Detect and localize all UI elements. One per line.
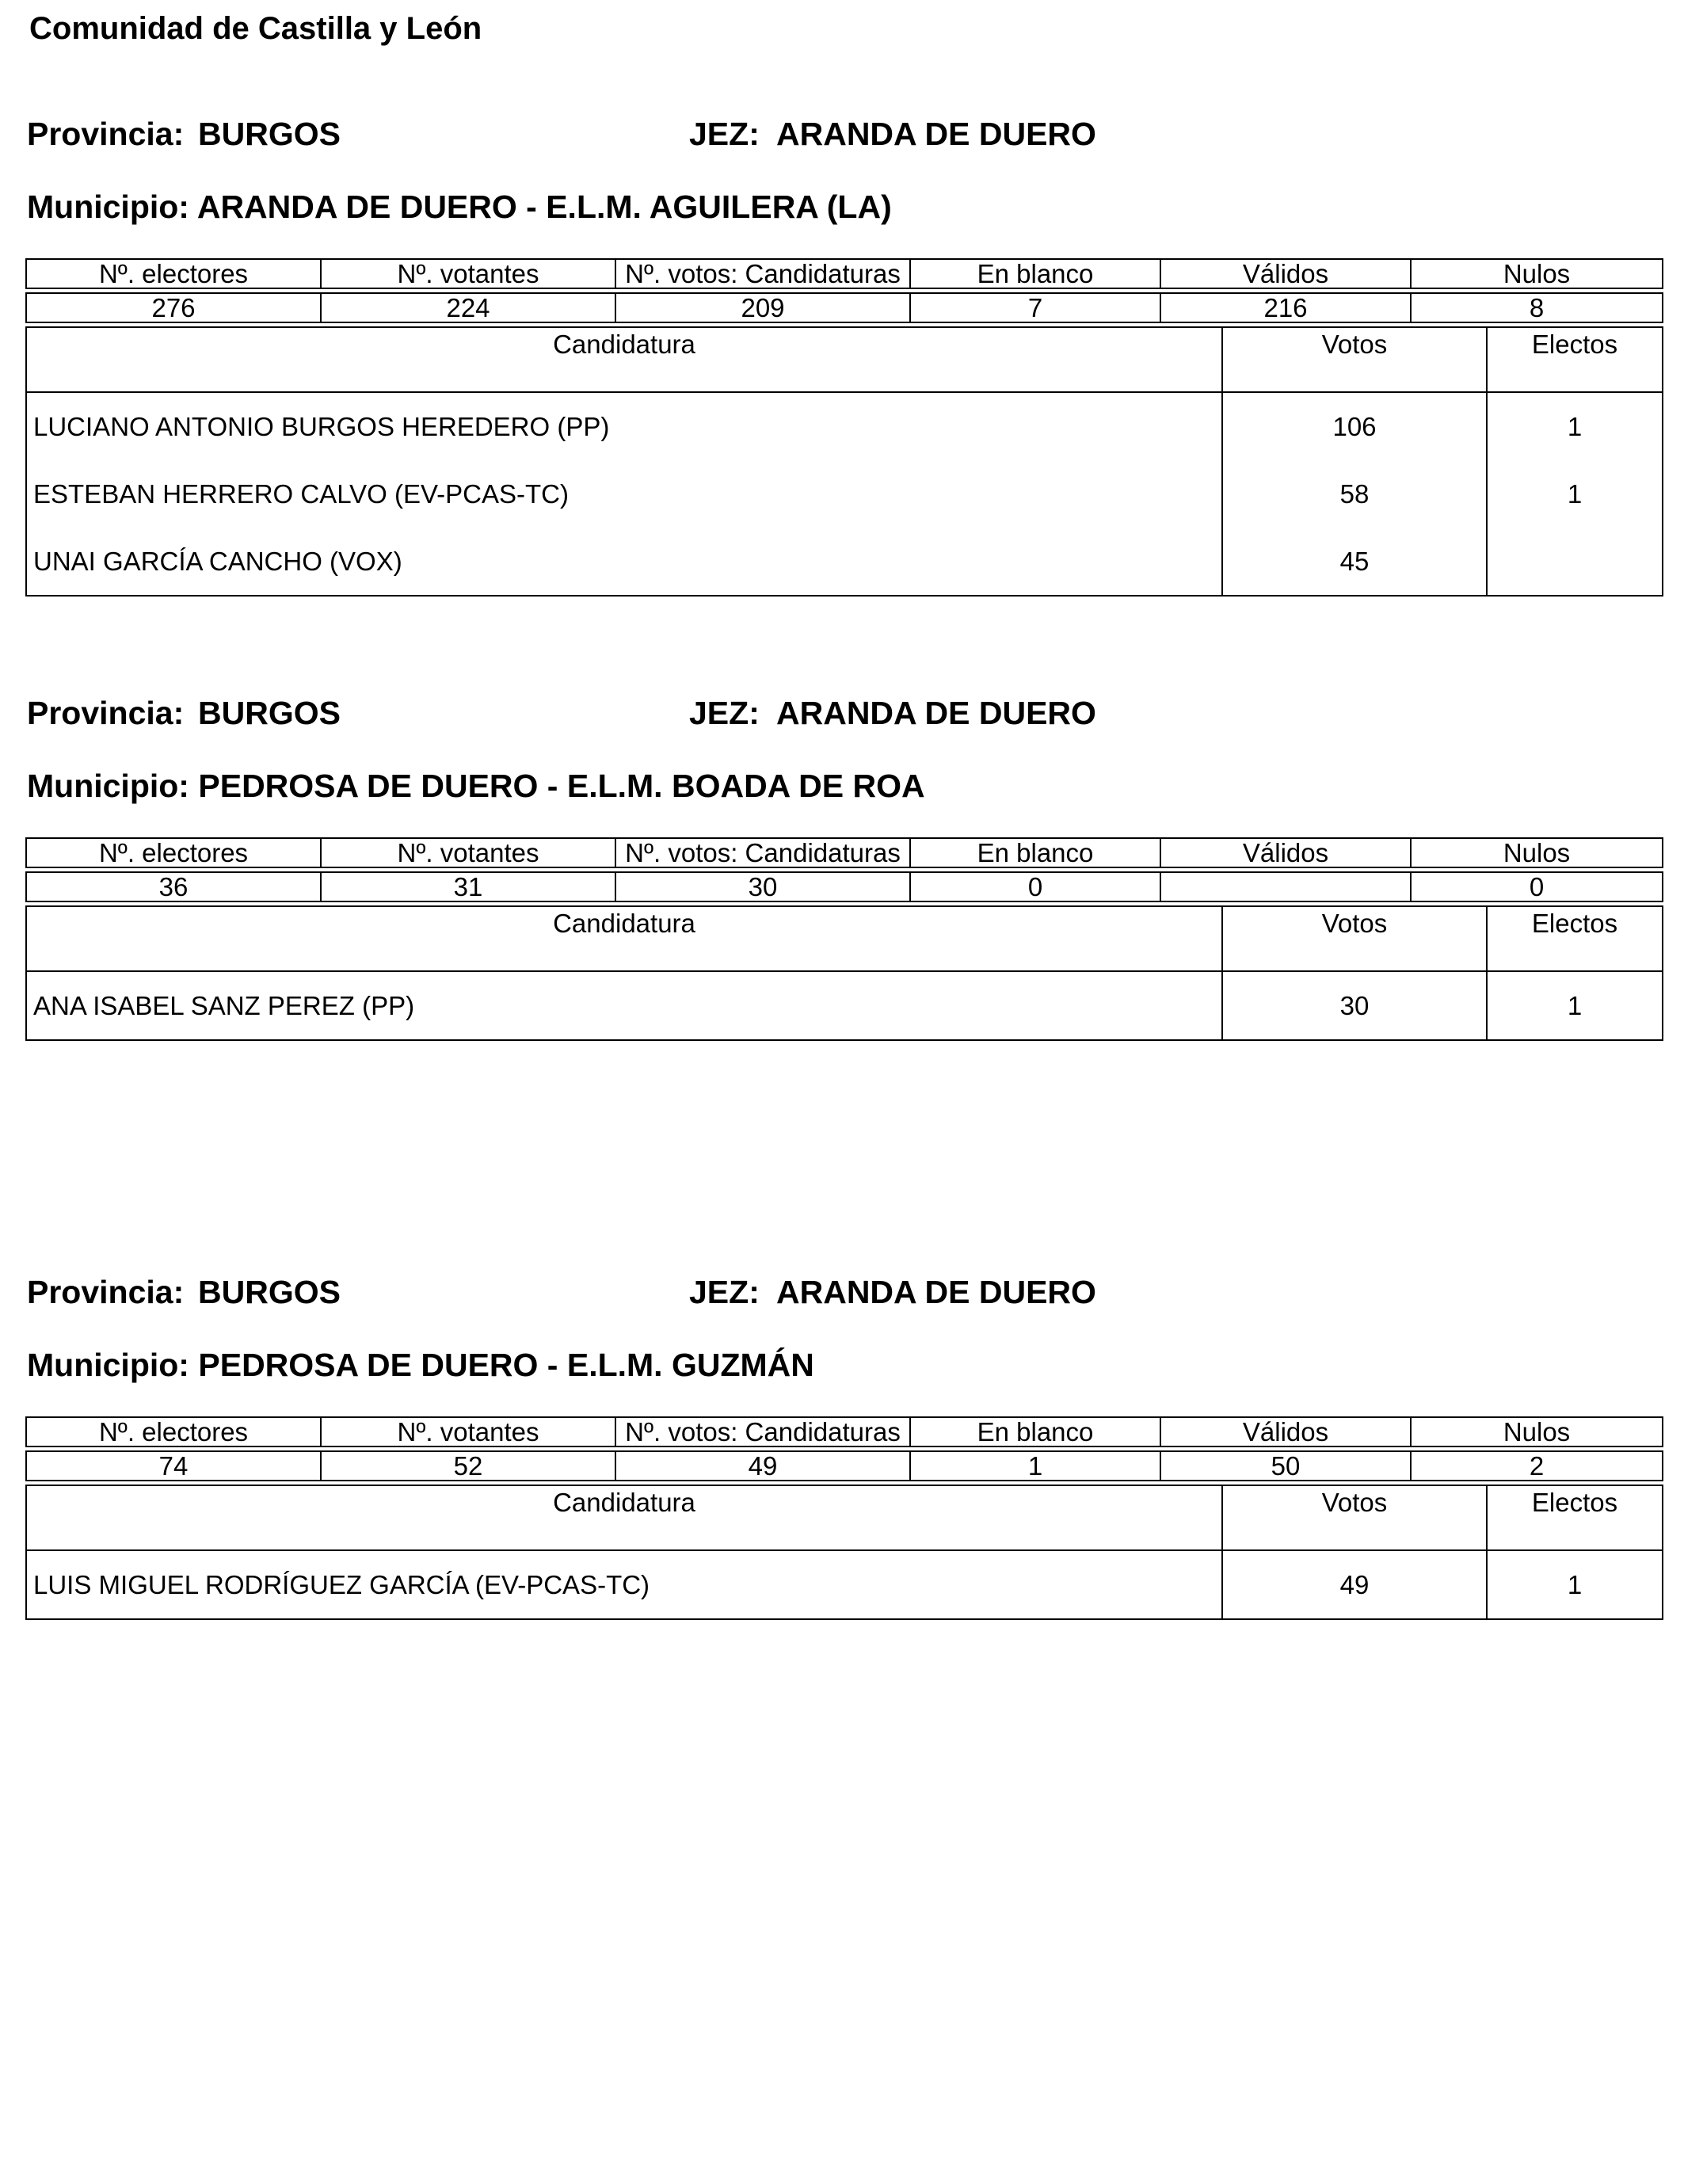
en-blanco-header: En blanco	[910, 259, 1160, 288]
candidate-votos: 45	[1222, 528, 1487, 596]
municipio-heading	[27, 189, 892, 226]
municipio-section	[25, 695, 1662, 1091]
candidates-header-row	[26, 327, 1663, 392]
municipio-heading	[27, 1347, 814, 1384]
validos-header: Válidos	[1160, 259, 1411, 288]
page-title: Comunidad de Castilla y León	[29, 11, 482, 46]
votos-candidaturas-value: 30	[615, 872, 910, 901]
candidate-row	[26, 528, 1663, 596]
provincia-value: BURGOS	[198, 1274, 341, 1310]
candidate-row	[26, 1550, 1663, 1619]
header-row	[25, 116, 1662, 163]
votos-candidaturas-header: Nº. votos: Candidaturas	[615, 1417, 910, 1446]
candidates-table	[25, 905, 1663, 1041]
votantes-value: 31	[321, 872, 615, 901]
jez-value: ARANDA DE DUERO	[776, 695, 1096, 731]
stats-table	[25, 1416, 1663, 1481]
nulos-header: Nulos	[1411, 1417, 1663, 1446]
nulos-header: Nulos	[1411, 838, 1663, 867]
jez-value: ARANDA DE DUERO	[776, 1274, 1096, 1310]
validos-header: Válidos	[1160, 838, 1411, 867]
candidate-row	[26, 392, 1663, 460]
votos-header: Votos	[1222, 906, 1487, 971]
electores-value: 36	[26, 872, 321, 901]
candidate-votos: 58	[1222, 460, 1487, 528]
municipio-value: ARANDA DE DUERO - E.L.M. AGUILERA (LA)	[196, 189, 892, 225]
stats-table	[25, 837, 1663, 902]
stats-value-row	[26, 1451, 1663, 1481]
provincia-label: Provincia:	[27, 695, 185, 731]
candidate-votos: 49	[1222, 1550, 1487, 1619]
nulos-value: 0	[1411, 872, 1663, 901]
municipio-label: Municipio:	[27, 768, 189, 804]
candidate-name: ANA ISABEL SANZ PEREZ (PP)	[26, 971, 1222, 1040]
votos-candidaturas-header: Nº. votos: Candidaturas	[615, 259, 910, 288]
stats-header-row	[26, 1417, 1663, 1446]
nulos-value: 8	[1411, 293, 1663, 322]
stats-value-row	[26, 872, 1663, 901]
votantes-value: 224	[321, 293, 615, 322]
en-blanco-header: En blanco	[910, 1417, 1160, 1446]
electos-header: Electos	[1487, 327, 1663, 392]
candidates-table	[25, 326, 1663, 597]
candidate-name: ESTEBAN HERRERO CALVO (EV-PCAS-TC)	[26, 460, 1222, 528]
provincia-value: BURGOS	[198, 695, 341, 731]
candidatura-header: Candidatura	[26, 906, 1222, 971]
candidate-row	[26, 971, 1663, 1040]
provincia-label: Provincia:	[27, 116, 185, 152]
municipio-value: PEDROSA DE DUERO - E.L.M. BOADA DE ROA	[198, 768, 925, 804]
municipio-heading	[27, 768, 925, 805]
electos-header: Electos	[1487, 906, 1663, 971]
candidate-electos	[1487, 528, 1663, 596]
candidate-name: UNAI GARCÍA CANCHO (VOX)	[26, 528, 1222, 596]
electores-header: Nº. electores	[26, 838, 321, 867]
candidates-header-row	[26, 906, 1663, 971]
municipio-label: Municipio:	[27, 189, 189, 225]
candidate-electos: 1	[1487, 971, 1663, 1040]
municipio-value: PEDROSA DE DUERO - E.L.M. GUZMÁN	[198, 1347, 814, 1383]
nulos-value: 2	[1411, 1451, 1663, 1481]
nulos-header: Nulos	[1411, 259, 1663, 288]
candidate-name: LUCIANO ANTONIO BURGOS HEREDERO (PP)	[26, 392, 1222, 460]
votantes-header: Nº. votantes	[321, 838, 615, 867]
candidates-table	[25, 1485, 1663, 1620]
electores-value: 276	[26, 293, 321, 322]
candidate-electos: 1	[1487, 460, 1663, 528]
stats-header-row	[26, 259, 1663, 288]
validos-value	[1160, 872, 1411, 901]
votantes-value: 52	[321, 1451, 615, 1481]
jez-label: JEZ:	[689, 695, 760, 731]
votos-header: Votos	[1222, 327, 1487, 392]
municipio-label: Municipio:	[27, 1347, 189, 1383]
jez-label: JEZ:	[689, 1274, 760, 1310]
jez-value: ARANDA DE DUERO	[776, 116, 1096, 152]
candidate-row	[26, 460, 1663, 528]
candidate-electos: 1	[1487, 1550, 1663, 1619]
candidate-votos: 106	[1222, 392, 1487, 460]
candidates-header-row	[26, 1485, 1663, 1550]
candidate-votos: 30	[1222, 971, 1487, 1040]
header-row	[25, 695, 1662, 742]
candidatura-header: Candidatura	[26, 327, 1222, 392]
provincia-value: BURGOS	[198, 116, 341, 152]
en-blanco-value: 7	[910, 293, 1160, 322]
stats-table	[25, 258, 1663, 323]
candidate-electos: 1	[1487, 392, 1663, 460]
en-blanco-value: 1	[910, 1451, 1160, 1481]
electores-value: 74	[26, 1451, 321, 1481]
stats-header-row	[26, 838, 1663, 867]
validos-value: 216	[1160, 293, 1411, 322]
header-row	[25, 1274, 1662, 1321]
municipio-section	[25, 1274, 1662, 1670]
electores-header: Nº. electores	[26, 1417, 321, 1446]
en-blanco-value: 0	[910, 872, 1160, 901]
electos-header: Electos	[1487, 1485, 1663, 1550]
votantes-header: Nº. votantes	[321, 259, 615, 288]
provincia-label: Provincia:	[27, 1274, 185, 1310]
electores-header: Nº. electores	[26, 259, 321, 288]
votos-header: Votos	[1222, 1485, 1487, 1550]
municipio-section	[25, 116, 1662, 631]
validos-value: 50	[1160, 1451, 1411, 1481]
votos-candidaturas-value: 49	[615, 1451, 910, 1481]
stats-value-row	[26, 293, 1663, 322]
en-blanco-header: En blanco	[910, 838, 1160, 867]
validos-header: Válidos	[1160, 1417, 1411, 1446]
votos-candidaturas-header: Nº. votos: Candidaturas	[615, 838, 910, 867]
candidatura-header: Candidatura	[26, 1485, 1222, 1550]
candidate-name: LUIS MIGUEL RODRÍGUEZ GARCÍA (EV-PCAS-TC)	[26, 1550, 1222, 1619]
votantes-header: Nº. votantes	[321, 1417, 615, 1446]
votos-candidaturas-value: 209	[615, 293, 910, 322]
jez-label: JEZ:	[689, 116, 760, 152]
